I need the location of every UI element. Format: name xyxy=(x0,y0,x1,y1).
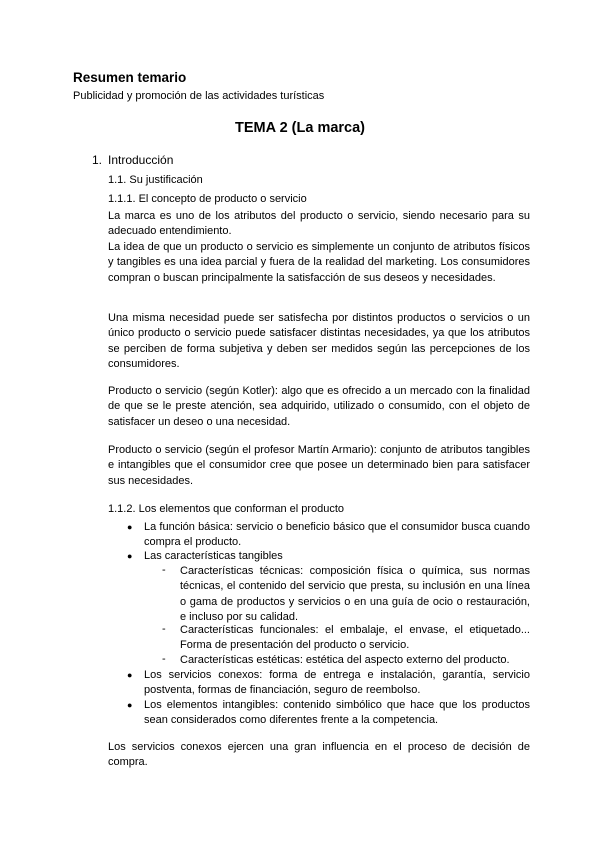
dash-icon: - xyxy=(162,564,166,576)
paragraph-kotler: Producto o servicio (según Kotler): algo que es ofrecido a un mercado con la finalidad de que se le preste atención, sea adquirido, utilizado o consumido, con el objeto de satisfacer un deseo o una necesidad. xyxy=(108,385,530,428)
bullet-icon: ● xyxy=(127,522,133,532)
list-item: Los servicios conexos: forma de entrega e instalación, garantía, servicio postventa, formas de financiación, seguro de reembolso. xyxy=(144,669,530,697)
sub-list-item: Características funcionales: el embalaje, el envase, el etiquetado... Forma de presentación del producto o servicio. xyxy=(180,624,530,652)
bullet-icon: ● xyxy=(127,700,133,710)
bullet-icon: ● xyxy=(127,670,133,680)
paragraph-armario: Producto o servicio (según el profesor Martín Armario): conjunto de atributos tangibles e intangibles que el consumidor cree que posee un determinado bien para satisfacer sus necesidades. xyxy=(108,444,530,487)
document-subtitle: Publicidad y promoción de las actividades turísticas xyxy=(73,90,325,102)
dash-icon: - xyxy=(162,653,166,665)
subsubsection-heading: 1.1.1. El concepto de producto o servicio xyxy=(108,193,307,205)
section-heading: Introducción xyxy=(108,153,174,167)
sub-list-item: Características técnicas: composición física o química, sus normas técnicas, el contenido del servicio que presta, su inclusión en una línea o gama de productos y servicios o en una guía de ocio o restauración, e incluso por su calidad. xyxy=(180,565,530,623)
paragraph-final: Los servicios conexos ejercen una gran influencia en el proceso de decisión de compra. xyxy=(108,741,530,769)
dash-icon: - xyxy=(162,623,166,635)
paragraph-marca xyxy=(108,209,530,286)
bullet-icon: ● xyxy=(127,551,133,561)
subsection-heading: 1.1. Su justificación xyxy=(108,174,203,186)
paragraph-text: La idea de que un producto o servicio es simplemente un conjunto de atributos físicos y tangibles es una idea parcial y fuera de la realidad del marketing. Los consumidores compran o buscan principalmente la satisfacción de sus deseos y necesidades. xyxy=(108,240,530,284)
document-title: Resumen temario xyxy=(73,70,187,85)
paragraph-text: La marca es uno de los atributos del producto o servicio, siendo necesario para su adecuado entendimiento. xyxy=(108,210,530,238)
list-item: La función básica: servicio o beneficio básico que el consumidor busca cuando compra el producto. xyxy=(144,521,530,549)
paragraph-necesidad: Una misma necesidad puede ser satisfecha por distintos productos o servicios o un único producto o servicio puede satisfacer distintas necesidades, ya que los atributos se perciben de forma subjetiva y deben ser medidos según las percepciones de los consumidores. xyxy=(108,312,530,371)
tema-heading: TEMA 2 (La marca) xyxy=(235,120,365,136)
list-item: Las características tangibles xyxy=(144,550,283,562)
list-item: Los elementos intangibles: contenido simbólico que hace que los productos sean considerados como diferentes frente a la competencia. xyxy=(144,699,530,727)
section-number: 1. xyxy=(92,153,103,167)
sub-list-item: Características estéticas: estética del aspecto externo del producto. xyxy=(180,654,510,666)
subsubsection-heading: 1.1.2. Los elementos que conforman el producto xyxy=(108,503,345,515)
